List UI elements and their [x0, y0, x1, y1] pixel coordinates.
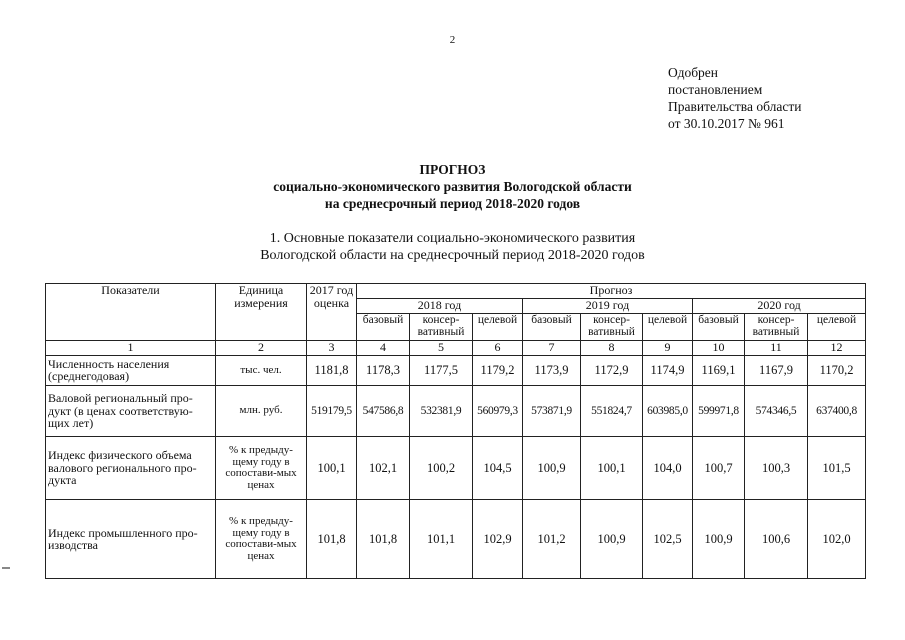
- row-value: 100,9: [523, 436, 581, 500]
- document-title: [0, 161, 905, 212]
- row-value: 532381,9: [410, 385, 473, 436]
- row-value: 560979,3: [473, 385, 523, 436]
- header-forecast: Прогноз: [357, 284, 866, 299]
- section-heading-line: Вологодской области на среднесрочный период 2018-2020 годов: [260, 248, 645, 263]
- row-value: 104,5: [473, 436, 523, 500]
- approval-stamp: [668, 64, 801, 132]
- row-value: 1181,8: [307, 356, 357, 386]
- title-line: социально-экономического развития Вологодской области: [273, 179, 632, 194]
- row-value: 102,5: [643, 500, 693, 579]
- row-unit: тыс. чел.: [216, 356, 307, 386]
- column-number: 9: [643, 341, 693, 356]
- column-number: 8: [581, 341, 643, 356]
- row-value: 102,0: [808, 500, 866, 579]
- row-value: 100,1: [307, 436, 357, 500]
- row-value: 101,2: [523, 500, 581, 579]
- header-unit: Единица измерения: [216, 284, 307, 341]
- header-year-2019: 2019 год: [523, 298, 693, 313]
- table-row: [46, 356, 866, 386]
- row-value: 603985,0: [643, 385, 693, 436]
- approval-line: Правительства области: [668, 99, 802, 114]
- column-number: 5: [410, 341, 473, 356]
- page-number: 2: [449, 34, 456, 46]
- header-estimate: 2017 год оценка: [307, 284, 357, 341]
- header-scenario-conservative: консер-вативный: [410, 313, 473, 341]
- row-value: 104,0: [643, 436, 693, 500]
- row-value: 1174,9: [643, 356, 693, 386]
- header-scenario-conservative: консер-вативный: [581, 313, 643, 341]
- row-indicator: Численность населения (среднегодовая): [46, 356, 216, 386]
- row-value: 100,9: [581, 500, 643, 579]
- header-scenario-target: целевой: [808, 313, 866, 341]
- row-value: 1173,9: [523, 356, 581, 386]
- row-value: 1172,9: [581, 356, 643, 386]
- row-value: 1179,2: [473, 356, 523, 386]
- row-value: 100,3: [745, 436, 808, 500]
- approval-line: постановлением: [668, 82, 763, 97]
- approval-line: от 30.10.2017 № 961: [668, 116, 785, 131]
- row-value: 1177,5: [410, 356, 473, 386]
- column-number: 1: [46, 341, 216, 356]
- row-unit: % к предыду-щему году в сопостави-мых ценах: [216, 500, 307, 579]
- forecast-table: [45, 283, 866, 579]
- row-value: 551824,7: [581, 385, 643, 436]
- row-value: 102,9: [473, 500, 523, 579]
- header-scenario-base: базовый: [693, 313, 745, 341]
- column-number: 2: [216, 341, 307, 356]
- row-value: 1170,2: [808, 356, 866, 386]
- header-scenario-base: базовый: [523, 313, 581, 341]
- row-value: 100,7: [693, 436, 745, 500]
- row-value: 100,2: [410, 436, 473, 500]
- header-indicator: Показатели: [46, 284, 216, 341]
- row-value: 573871,9: [523, 385, 581, 436]
- row-value: 101,5: [808, 436, 866, 500]
- row-value: 637400,8: [808, 385, 866, 436]
- column-number: 11: [745, 341, 808, 356]
- row-value: 101,8: [307, 500, 357, 579]
- row-value: 574346,5: [745, 385, 808, 436]
- row-value: 519179,5: [307, 385, 357, 436]
- header-scenario-target: целевой: [473, 313, 523, 341]
- title-line: ПРОГНОЗ: [419, 162, 486, 177]
- scan-mark: [2, 567, 10, 569]
- row-value: 100,6: [745, 500, 808, 579]
- table-row: [46, 385, 866, 436]
- column-number: 10: [693, 341, 745, 356]
- row-value: 101,1: [410, 500, 473, 579]
- row-value: 1178,3: [357, 356, 410, 386]
- table-row: [46, 436, 866, 500]
- header-year-2020: 2020 год: [693, 298, 866, 313]
- row-indicator: Индекс физического объема валового регионального про-дукта: [46, 436, 216, 500]
- section-heading: [0, 230, 905, 264]
- row-indicator: Валовой региональный про-дукт (в ценах соответствую-щих лет): [46, 385, 216, 436]
- column-number: 3: [307, 341, 357, 356]
- row-unit: млн. руб.: [216, 385, 307, 436]
- column-number: 4: [357, 341, 410, 356]
- header-scenario-base: базовый: [357, 313, 410, 341]
- row-value: 1169,1: [693, 356, 745, 386]
- column-number: 7: [523, 341, 581, 356]
- row-unit: % к предыду-щему году в сопостави-мых ценах: [216, 436, 307, 500]
- column-number: 6: [473, 341, 523, 356]
- row-value: 599971,8: [693, 385, 745, 436]
- title-line: на среднесрочный период 2018-2020 годов: [324, 196, 581, 211]
- row-value: 547586,8: [357, 385, 410, 436]
- row-value: 100,1: [581, 436, 643, 500]
- table-row: [46, 500, 866, 579]
- header-scenario-conservative: консер-вативный: [745, 313, 808, 341]
- column-number-row: [46, 341, 866, 356]
- header-year-2018: 2018 год: [357, 298, 523, 313]
- column-number: 12: [808, 341, 866, 356]
- row-value: 100,9: [693, 500, 745, 579]
- row-value: 101,8: [357, 500, 410, 579]
- section-heading-line: 1. Основные показатели социально-экономического развития: [269, 231, 636, 246]
- row-value: 1167,9: [745, 356, 808, 386]
- row-value: 102,1: [357, 436, 410, 500]
- approval-line: Одобрен: [668, 65, 719, 80]
- header-scenario-target: целевой: [643, 313, 693, 341]
- row-indicator: Индекс промышленного про-изводства: [46, 500, 216, 579]
